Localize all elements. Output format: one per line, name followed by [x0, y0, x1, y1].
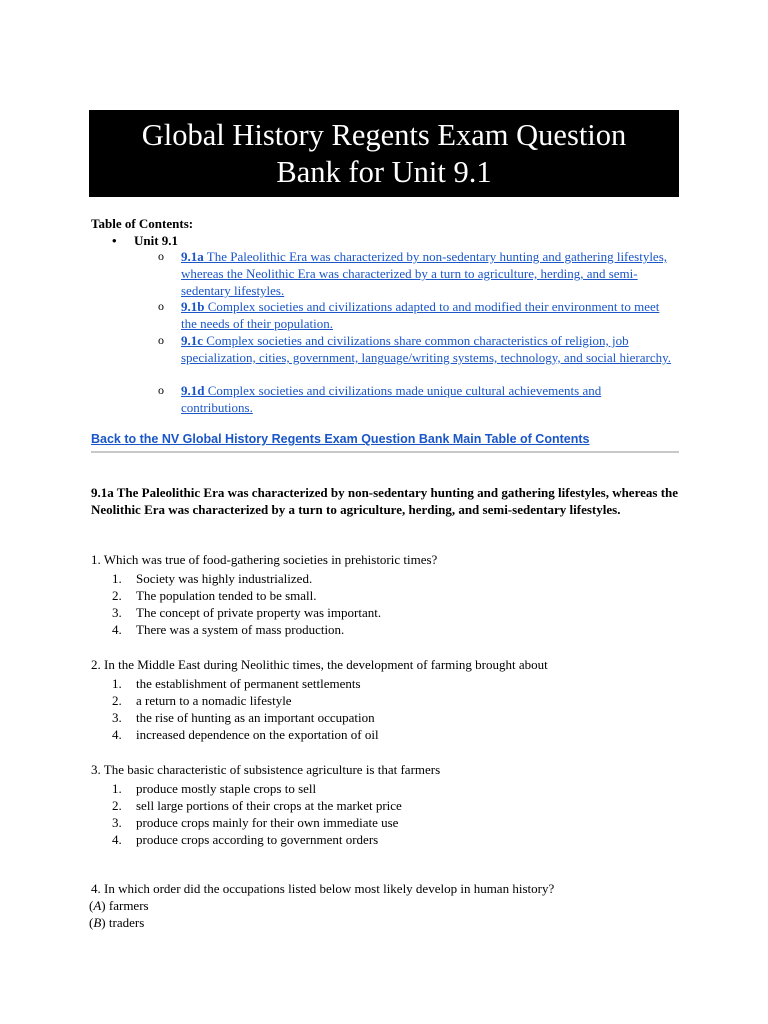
list-item: [112, 797, 672, 814]
choice-text: produce crops according to government orders: [136, 832, 379, 847]
list-marker-icon: o: [158, 383, 164, 397]
choice-number: 4.: [112, 622, 122, 637]
list-item: (B) traders: [89, 915, 145, 930]
choice-text: produce crops mainly for their own immediate use: [136, 815, 399, 830]
question-2-choices: [112, 675, 672, 743]
toc-link-text: Complex societies and civilizations share common characteristics of religion, job specialization, cities, government, language/writing systems, technology, and social hierarchy.: [181, 333, 672, 365]
question-3-choices: [112, 780, 672, 848]
toc-link-code: 9.1b: [181, 299, 205, 314]
choice-text: increased dependence on the exportation of oil: [136, 727, 379, 742]
question-4-prompt: 4. In which order did the occupations listed below most likely develop in human history?: [91, 881, 555, 896]
list-item: [112, 570, 672, 587]
page-title: Global History Regents Exam Question Bank for Unit 9.1: [141, 117, 627, 189]
choice-number: 3.: [112, 815, 122, 830]
toc-link-code: 9.1d: [181, 383, 205, 398]
choice-number: 4.: [112, 832, 122, 847]
list-marker-icon: o: [158, 299, 164, 313]
section-heading: 9.1a The Paleolithic Era was characterized by non-sedentary hunting and gathering lifestyles, whereas the Neolithic Era was characterized by a turn to agriculture, herding, and semi-sedentary lifestyles.: [91, 485, 679, 517]
toc-link-9-1d[interactable]: [181, 382, 671, 416]
list-item: [112, 831, 672, 848]
back-to-main-toc-link[interactable]: Back to the NV Global History Regents Exam Question Bank Main Table of Contents: [91, 432, 679, 453]
choice-number: 3.: [112, 710, 122, 725]
choice-number: 3.: [112, 605, 122, 620]
bullet-icon: •: [112, 233, 117, 248]
toc-link-text: Complex societies and civilizations adapted to and modified their environment to meet the needs of their population.: [181, 299, 660, 331]
toc-link-9-1c[interactable]: [181, 332, 671, 366]
list-item: [112, 621, 672, 638]
choice-number: 4.: [112, 727, 122, 742]
list-item: [112, 675, 672, 692]
question-2-prompt: 2. In the Middle East during Neolithic times, the development of farming brought about: [91, 657, 548, 672]
option-letter: A: [93, 898, 102, 913]
toc-link-text: The Paleolithic Era was characterized by non-sedentary hunting and gathering lifestyles, whereas the Neolithic Era was characterized by a turn to agriculture, herding, and semi-sedentary lifestyles.: [181, 249, 668, 298]
toc-link-text: Complex societies and civilizations made unique cultural achievements and contributions.: [181, 383, 602, 415]
toc-link-code: 9.1a: [181, 249, 204, 264]
toc-link-9-1b[interactable]: [181, 298, 671, 332]
list-item: [112, 604, 672, 621]
list-item: [112, 780, 672, 797]
choice-number: 2.: [112, 693, 122, 708]
question-3-prompt: 3. The basic characteristic of subsistence agriculture is that farmers: [91, 762, 441, 777]
list-item: [112, 709, 672, 726]
question-1-prompt: 1. Which was true of food-gathering societies in prehistoric times?: [91, 552, 438, 567]
toc-unit-item: [112, 233, 178, 249]
choice-text: the rise of hunting as an important occupation: [136, 710, 375, 725]
choice-number: 2.: [112, 588, 122, 603]
choice-number: 2.: [112, 798, 122, 813]
page-title-banner: [89, 110, 679, 197]
choice-text: The population tended to be small.: [136, 588, 317, 603]
list-item: [112, 587, 672, 604]
option-text: traders: [108, 915, 145, 930]
choice-text: produce mostly staple crops to sell: [136, 781, 317, 796]
choice-text: There was a system of mass production.: [136, 622, 345, 637]
choice-number: 1.: [112, 571, 122, 586]
choice-number: 1.: [112, 781, 122, 796]
list-marker-icon: o: [158, 249, 164, 263]
choice-text: the establishment of permanent settlements: [136, 676, 361, 691]
choice-text: sell large portions of their crops at the market price: [136, 798, 402, 813]
question-1-choices: [112, 570, 672, 638]
choice-text: Society was highly industrialized.: [136, 571, 313, 586]
option-letter: B: [93, 915, 102, 930]
choice-number: 1.: [112, 676, 122, 691]
toc-link-9-1a[interactable]: [181, 248, 671, 299]
option-text: farmers: [108, 898, 149, 913]
choice-text: a return to a nomadic lifestyle: [136, 693, 292, 708]
list-item: [112, 814, 672, 831]
list-marker-icon: o: [158, 333, 164, 347]
toc-link-code: 9.1c: [181, 333, 204, 348]
list-item: [112, 692, 672, 709]
list-item: (A) farmers: [89, 898, 149, 913]
choice-text: The concept of private property was important.: [136, 605, 382, 620]
list-item: [112, 726, 672, 743]
toc-label: Table of Contents:: [91, 216, 194, 231]
toc-unit-label: Unit 9.1: [134, 233, 179, 248]
